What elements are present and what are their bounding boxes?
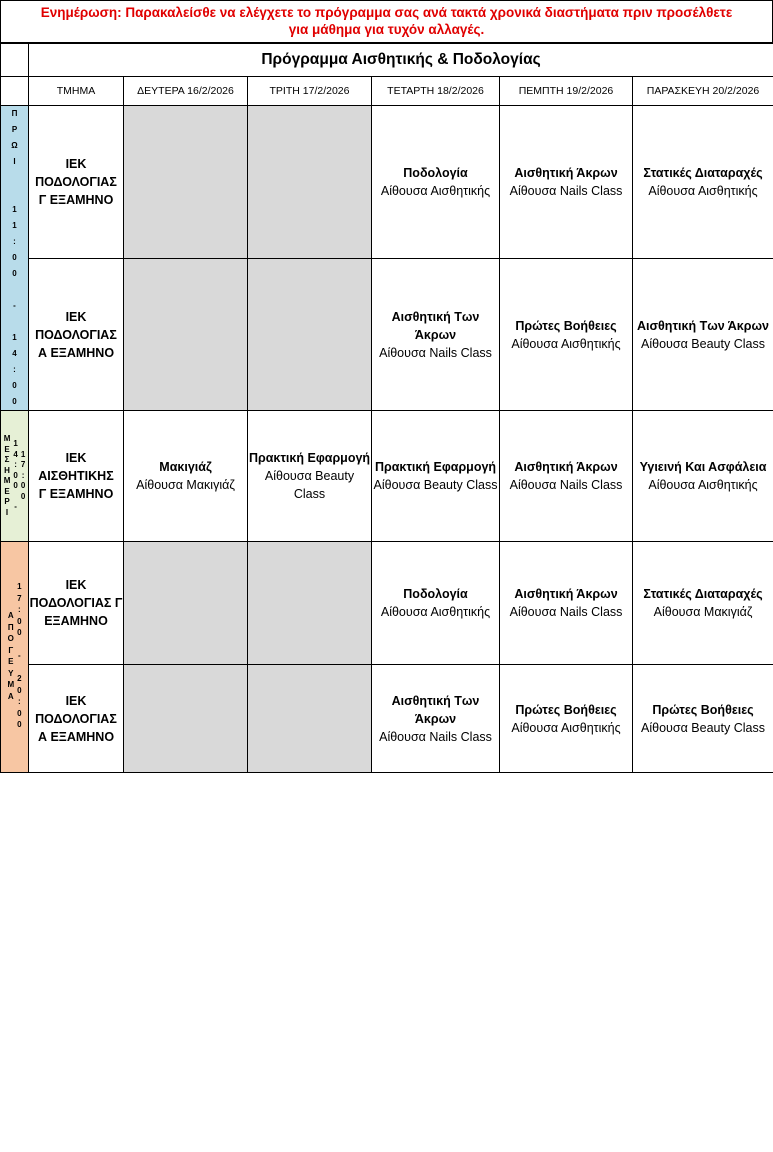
- band-label-evening: Α Π Ο Γ Ε Υ Μ Α: [7, 611, 15, 701]
- room: Αίθουσα Μακιγιάζ: [653, 605, 753, 619]
- time-band-noon: [1, 411, 29, 542]
- department-label-line: ΠΟΔΟΛΟΓΙΑΣ: [35, 711, 117, 726]
- empty-slot: [248, 665, 372, 773]
- subject: Αισθητική Των Άκρων: [637, 318, 769, 333]
- room: Αίθουσα Beauty Class: [641, 336, 765, 351]
- class-cell: [372, 542, 500, 665]
- class-cell: [372, 665, 500, 773]
- department-label-line: ΙΕΚ: [65, 451, 87, 465]
- room: Αίθουσα Μακιγιάζ: [136, 478, 235, 492]
- department-label-line: ΙΕΚ: [65, 693, 87, 708]
- empty-slot: [124, 259, 248, 411]
- department-cell: [29, 542, 124, 665]
- header-dept: ΤΜΗΜΑ: [29, 77, 124, 106]
- empty-slot: [248, 542, 372, 665]
- time-band-evening: [1, 542, 29, 773]
- room: Αίθουσα Nails Class: [509, 184, 623, 199]
- class-cell: [372, 106, 500, 259]
- table-row: [1, 665, 773, 773]
- empty-slot: [248, 259, 372, 411]
- subject: Μακιγιάζ: [159, 460, 212, 474]
- subject: Υγιεινή Και Ασφάλεια: [639, 460, 767, 474]
- department-cell: [29, 106, 124, 259]
- class-cell: [372, 411, 500, 542]
- room: Αίθουσα Beauty Class: [641, 720, 765, 735]
- department-label-line: Α ΕΞΑΜΗΝΟ: [37, 345, 115, 360]
- empty-slot: [124, 106, 248, 259]
- band-time-noon-2: 1 7 : 0 0: [20, 449, 26, 501]
- room: Αίθουσα Αισθητικής: [511, 336, 621, 351]
- header-wednesday: ΤΕΤΑΡΤΗ 18/2/2026: [372, 77, 500, 106]
- class-cell: [372, 259, 500, 411]
- header-friday: ΠΑΡΑΣΚΕΥΗ 20/2/2026: [633, 77, 773, 106]
- header-monday: ΔΕΥΤΕΡΑ 16/2/2026: [124, 77, 248, 106]
- department-label-line: ΕΞΑΜΗΝΟ: [44, 614, 108, 628]
- subject: Πρακτική Εφαρμογή: [374, 460, 497, 474]
- department-label-line: ΙΕΚ: [65, 309, 87, 324]
- schedule-title: Πρόγραμμα Αισθητικής & Ποδολογίας: [29, 44, 773, 77]
- subject: Αισθητική Των Άκρων: [391, 693, 480, 726]
- class-cell: [500, 665, 633, 773]
- department-cell: [29, 259, 124, 411]
- empty-slot: [124, 542, 248, 665]
- band-time-noon-1: 1 4 : 0 0 -: [13, 439, 18, 512]
- room: Αίθουσα Nails Class: [379, 345, 492, 360]
- empty-slot: [124, 665, 248, 773]
- class-cell: [633, 106, 773, 259]
- time-band-morning: [1, 106, 29, 411]
- room: Αίθουσα Nails Class: [509, 605, 623, 619]
- subject: Αισθητική Άκρων: [514, 587, 618, 601]
- header-tuesday: ΤΡΙΤΗ 17/2/2026: [248, 77, 372, 106]
- subject: Αισθητική Των Άκρων: [391, 309, 480, 342]
- department-cell: [29, 665, 124, 773]
- department-label-line: Γ ΕΞΑΜΗΝΟ: [38, 193, 114, 208]
- notice-line-2: για μάθημα για τυχόν αλλαγές.: [288, 22, 485, 37]
- band-time-evening: 1 7 : 0 0 - 2 0 : 0 0: [17, 582, 22, 730]
- department-label-line: ΙΕΚ: [65, 157, 87, 172]
- table-row: [1, 106, 773, 259]
- department-label-line: ΠΟΔΟΛΟΓΙΑΣ Γ: [29, 596, 123, 610]
- class-cell: [500, 542, 633, 665]
- band-label-morning: Π Ρ Ω Ι 1 1 : 0 0 - 1 4 : 0 0: [11, 109, 18, 406]
- room: Αίθουσα Nails Class: [379, 729, 492, 744]
- room: Αίθουσα Beauty Class: [264, 469, 355, 501]
- schedule-table: [0, 43, 773, 773]
- band-label-noon: Μ Ε Σ Η Μ Ε Ρ Ι: [3, 434, 11, 517]
- class-cell: [500, 259, 633, 411]
- subject: Ποδολογία: [403, 166, 468, 181]
- room: Αίθουσα Αισθητικής: [511, 720, 621, 735]
- subject: Στατικές Διαταραχές: [643, 587, 763, 601]
- header-thursday: ΠΕΜΠΤΗ 19/2/2026: [500, 77, 633, 106]
- class-cell: [248, 411, 372, 542]
- department-label-line: Γ ΕΞΑΜΗΝΟ: [38, 487, 114, 501]
- class-cell: [633, 259, 773, 411]
- subject: Ποδολογία: [403, 587, 468, 601]
- table-row: [1, 411, 773, 542]
- class-cell: [633, 542, 773, 665]
- room: Αίθουσα Beauty Class: [373, 478, 498, 492]
- room: Αίθουσα Αισθητικής: [380, 605, 491, 619]
- room: Αίθουσα Αισθητικής: [380, 184, 491, 199]
- table-row: [1, 542, 773, 665]
- class-cell: [500, 106, 633, 259]
- subject: Αισθητική Άκρων: [514, 460, 618, 474]
- room: Αίθουσα Αισθητικής: [648, 478, 758, 492]
- department-label-line: ΙΕΚ: [65, 578, 87, 592]
- class-cell: [633, 411, 773, 542]
- room: Αίθουσα Nails Class: [509, 478, 623, 492]
- subject: Πρώτες Βοήθειες: [515, 318, 617, 333]
- department-cell: [29, 411, 124, 542]
- subject: Πρακτική Εφαρμογή: [248, 451, 371, 465]
- notice-line-1: Ενημέρωση: Παρακαλείσθε να ελέγχετε το πρόγραμμα σας ανά τακτά χρονικά διαστήματα πριν προσέλθετε: [40, 5, 733, 20]
- department-label-line: Α ΕΞΑΜΗΝΟ: [37, 729, 115, 744]
- department-label-line: ΠΟΔΟΛΟΓΙΑΣ: [35, 327, 117, 342]
- department-label-line: ΠΟΔΟΛΟΓΙΑΣ: [35, 175, 117, 190]
- class-cell: [633, 665, 773, 773]
- subject: Πρώτες Βοήθειες: [652, 702, 754, 717]
- table-row: [1, 259, 773, 411]
- corner-cell: [1, 44, 29, 77]
- corner-cell: [1, 77, 29, 106]
- update-notice: [0, 0, 773, 43]
- class-cell: [500, 411, 633, 542]
- department-label-line: ΑΙΣΘΗΤΙΚΗΣ: [38, 469, 114, 483]
- subject: Στατικές Διαταραχές: [643, 166, 763, 181]
- subject: Αισθητική Άκρων: [514, 166, 618, 181]
- subject: Πρώτες Βοήθειες: [515, 702, 617, 717]
- empty-slot: [248, 106, 372, 259]
- class-cell: [124, 411, 248, 542]
- room: Αίθουσα Αισθητικής: [648, 184, 758, 199]
